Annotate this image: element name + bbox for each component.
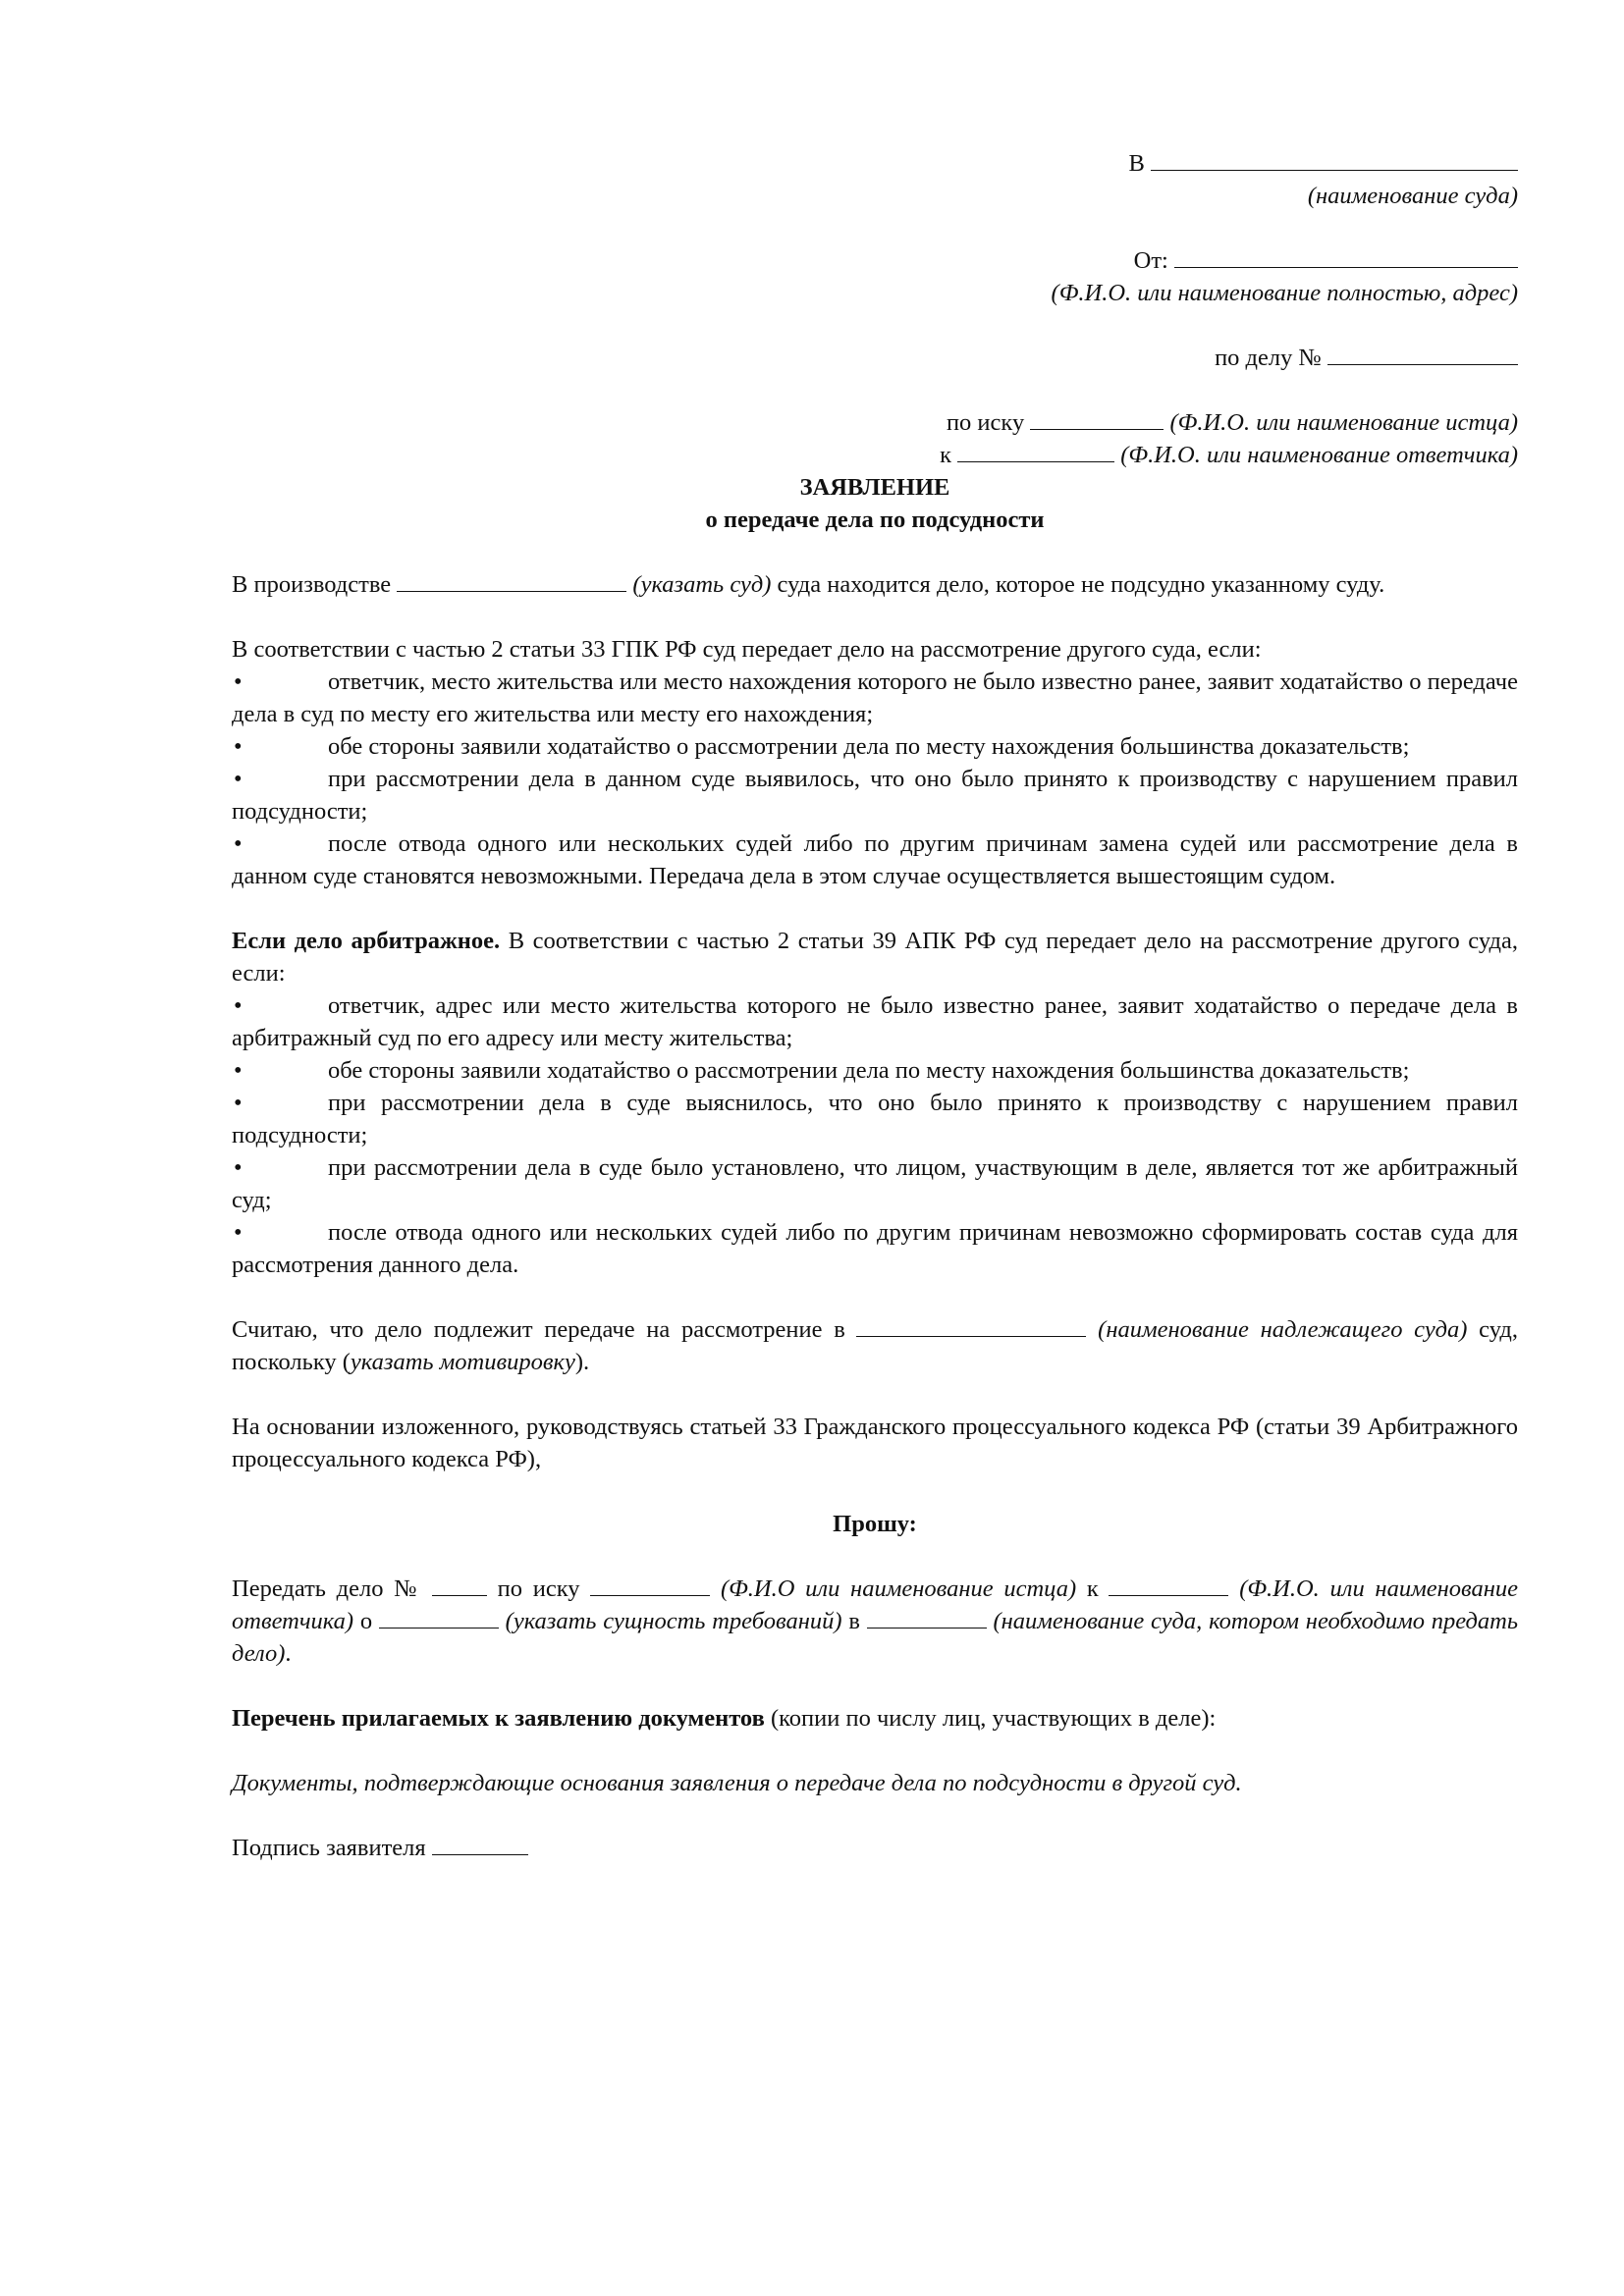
intro-paragraph [232,568,1518,601]
request-court-blank[interactable] [867,1606,987,1629]
attachments-item: Документы, подтверждающие основания заявления о передаче дела по подсудности в другой суд. [232,1770,1242,1796]
request-hint-4: (наименование суда, котором необходимо предать дело) [232,1608,1519,1667]
list-item [232,666,1518,730]
bullet-icon: • [234,992,243,1019]
document-title: ЗАЯВЛЕНИЕ [799,474,950,501]
apk-bold-lead: Если дело арбитражное. [232,928,501,954]
request-text-6: . [285,1640,292,1667]
apk-lead-text: В соответствии с частью 2 статьи 39 АПК РФ суд передает дело на рассмотрение другого суда, если: [232,928,1518,987]
claim-prefix: по иску [946,409,1025,436]
to-prefix: В [1128,150,1145,177]
request-hint-2: (Ф.И.О. или наименование ответчика) [232,1575,1518,1634]
list-item-text: после отвода одного или нескольких судей либо по другим причинам замена судей или рассмотрение дела в данном суде становятся невозможными. Передача дела в этом случае осуществляется вышестоящим судом. [232,830,1518,889]
header-to [232,147,1518,180]
header-case [232,342,1518,374]
bullet-icon: • [234,1057,243,1084]
request-heading: Прошу: [833,1511,917,1537]
list-item-text: обе стороны заявили ходатайство о рассмотрении дела по месту нахождения большинства доказательств; [328,733,1410,760]
intro-text-1: В производстве [232,571,392,598]
header-against [232,439,1518,471]
request-defendant-blank[interactable] [1109,1574,1228,1596]
against-hint: (Ф.И.О. или наименование ответчика) [1120,442,1518,468]
case-number-blank[interactable] [1327,343,1518,365]
apk-list [232,989,1518,1281]
request-plaintiff-blank[interactable] [590,1574,710,1596]
apk-lead [232,925,1518,989]
bullet-icon: • [234,668,243,695]
gpk-lead: В соответствии с частью 2 статьи 33 ГПК РФ суд передает дело на рассмотрение другого суда, если: [232,636,1262,663]
opinion-text-3: ). [574,1349,590,1375]
list-item [232,1087,1518,1151]
list-item [232,1216,1518,1281]
opinion-text-1: Считаю, что дело подлежит передаче на рассмотрение в [232,1316,845,1343]
list-item-text: при рассмотрении дела в суде выяснилось, что оно было принято к производству с нарушением правил подсудности; [232,1090,1518,1148]
intro-text-2: суда находится дело, которое не подсудно указанному суду. [777,571,1385,598]
case-prefix: по делу № [1215,345,1322,371]
attachments-rest: (копии по числу лиц, участвующих в деле): [770,1705,1217,1732]
to-hint: (наименование суда) [1307,183,1518,209]
court-name-blank[interactable] [1151,148,1518,171]
intro-hint: (указать суд) [632,571,772,598]
against-prefix: к [940,442,951,468]
from-prefix: От: [1133,247,1168,274]
list-item-text: после отвода одного или нескольких судей либо по другим причинам невозможно сформировать состав суда для рассмотрения данного дела. [232,1219,1518,1278]
request-text-1: Передать дело № [232,1575,422,1602]
request-hint-3: (указать сущность требований) [505,1608,842,1634]
opinion-text-2: суд, поскольку ( [232,1316,1519,1375]
signature-line [232,1832,1518,1864]
list-item [232,763,1518,828]
list-item-text: ответчик, место жительства или место нахождения которого не было известно ранее, заявит ходатайство о передаче дела в суд по месту его жительства или месту его нахождения; [232,668,1518,727]
list-item [232,730,1518,763]
from-name-blank[interactable] [1174,245,1518,268]
list-item-text: обе стороны заявили ходатайство о рассмотрении дела по месту нахождения большинства доказательств; [328,1057,1410,1084]
attachments-bold: Перечень прилагаемых к заявлению документов [232,1705,765,1732]
request-text-2: по иску [497,1575,580,1602]
request-claim-blank[interactable] [379,1606,499,1629]
opinion-paragraph [232,1313,1518,1378]
bullet-icon: • [234,1090,243,1116]
list-item [232,1151,1518,1216]
list-item [232,1054,1518,1087]
bullet-icon: • [234,1154,243,1181]
request-case-number-blank[interactable] [432,1574,487,1596]
request-text-4: о [359,1608,373,1634]
gpk-list [232,666,1518,892]
defendant-blank[interactable] [957,440,1114,462]
bullet-icon: • [234,1219,243,1246]
header-claim [232,406,1518,439]
proper-court-blank[interactable] [856,1314,1086,1337]
signature-label: Подпись заявителя [232,1835,426,1861]
list-item-text: ответчик, адрес или место жительства которого не было известно ранее, заявит ходатайство о передаче дела в арбитражный суд по его адресу или месту жительства; [232,992,1518,1051]
list-item-text: при рассмотрении дела в данном суде выявилось, что оно было принято к производству с нарушением правил подсудности; [232,766,1518,825]
opinion-hint-1: (наименование надлежащего суда) [1098,1316,1468,1343]
plaintiff-blank[interactable] [1030,407,1164,430]
list-item [232,989,1518,1054]
list-item-text: при рассмотрении дела в суде было установлено, что лицом, участвующим в деле, является тот же арбитражный суд; [232,1154,1518,1213]
request-hint-1: (Ф.И.О или наименование истца) [720,1575,1077,1602]
request-text-3: к [1086,1575,1099,1602]
claim-hint: (Ф.И.О. или наименование истца) [1169,409,1518,436]
document-page [232,147,1518,1864]
request-paragraph [232,1573,1518,1670]
signature-blank[interactable] [432,1833,528,1855]
from-hint: (Ф.И.О. или наименование полностью, адрес) [1051,280,1518,306]
current-court-blank[interactable] [397,569,626,592]
bullet-icon: • [234,766,243,792]
attachments-heading [232,1702,1518,1735]
basis-paragraph: На основании изложенного, руководствуясь статьей 33 Гражданского процессуального кодекса РФ (статьи 39 Арбитражного процессуального кодекса РФ), [232,1414,1518,1472]
list-item [232,828,1518,892]
opinion-hint-2: указать мотивировку [350,1349,575,1375]
request-text-5: в [848,1608,860,1634]
bullet-icon: • [234,733,243,760]
bullet-icon: • [234,830,243,857]
document-subtitle: о передаче дела по подсудности [705,507,1045,533]
header-from [232,244,1518,277]
